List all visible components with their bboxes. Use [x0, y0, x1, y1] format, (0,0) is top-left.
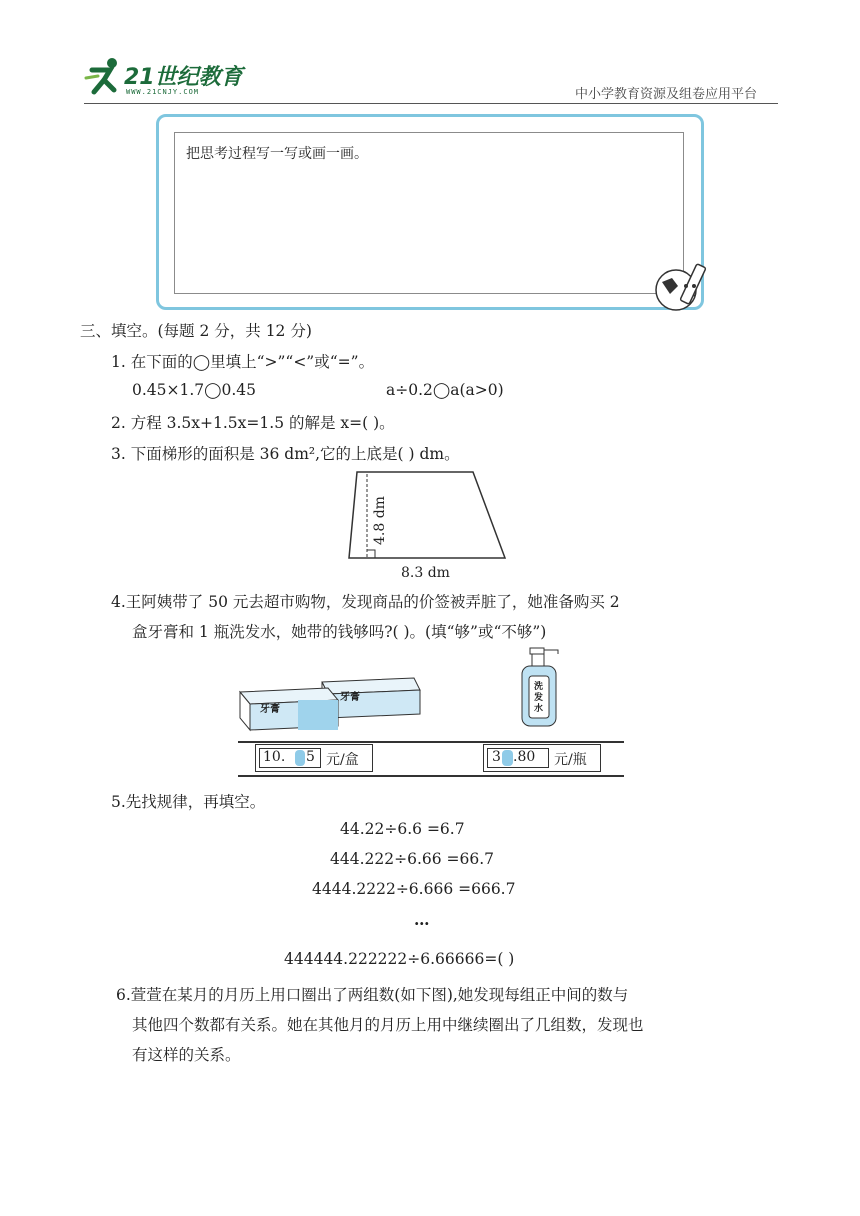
q5-ellipsis: … [414, 910, 430, 929]
pencil-ball-icon [652, 258, 712, 314]
thinking-prompt: 把思考过程写一写或画一画。 [186, 146, 368, 162]
unit-toothpaste: 元/盒 [326, 752, 359, 768]
platform-name: 中小学教育资源及组卷应用平台 [575, 87, 758, 102]
smudge-toothpaste [295, 750, 305, 766]
unit-shampoo: 元/瓶 [554, 752, 587, 768]
q1-expr-a: 0.45×1.7◯0.45 [132, 381, 257, 399]
q6-line2: 其他四个数都有关系。她在其他月的月历上用中继续圈出了几组数，发现也 [132, 1016, 644, 1034]
toothpaste-label-2: 牙膏 [340, 692, 360, 703]
q4-line2: 盒牙膏和 1 瓶洗发水，她带的钱够吗?( )。(填“够”或“不够”) [132, 623, 547, 641]
base-label: 8.3 dm [401, 565, 450, 581]
q5-line3: 4444.2222÷6.666 =666.7 [312, 880, 516, 898]
q2-text: 2. 方程 3.5x+1.5x=1.5 的解是 x=( )。 [111, 414, 395, 432]
smudge-shampoo [502, 750, 513, 766]
q5-line1: 44.22÷6.6 =6.7 [340, 820, 465, 838]
price-tag-toothpaste [255, 744, 373, 772]
q5-title: 5.先找规律，再填空。 [111, 793, 266, 811]
q1-text: 1. 在下面的◯里填上“>”“<”或“=”。 [111, 353, 375, 371]
q1-expr-b: a÷0.2◯a(a>0) [386, 381, 504, 399]
price-shampoo-right: .80 [513, 749, 536, 765]
q5-line4: 444444.222222÷6.66666=( ) [284, 950, 515, 968]
shampoo-label: 洗发水 [534, 682, 544, 714]
price-tag-shampoo [483, 744, 601, 772]
height-label: 4.8 dm [372, 496, 388, 545]
price-toothpaste-right: 5 [306, 749, 315, 765]
q4-line1: 4.王阿姨带了 50 元去超市购物，发现商品的价签被弄脏了，她准备购买 2 [111, 593, 620, 611]
q6-line3: 有这样的关系。 [132, 1046, 241, 1064]
header-divider [84, 103, 778, 104]
q5-line2: 444.222÷6.66 =66.7 [330, 850, 495, 868]
q6-line1: 6.萱萱在某月的月历上用口圈出了两组数(如下图),她发现每组正中间的数与 [116, 986, 629, 1004]
q3-text: 3. 下面梯形的面积是 36 dm²,它的上底是( ) dm。 [111, 445, 460, 463]
price-toothpaste-left: 10. [263, 749, 286, 765]
runner-logo-icon [84, 56, 126, 96]
price-shampoo-left: 3 [492, 749, 501, 765]
right-angle-mark [367, 550, 375, 558]
toothpaste-box-front [240, 688, 338, 730]
section-title: 三、填空。(每题 2 分，共 12 分) [80, 322, 312, 340]
logo-url: WWW.21CNJY.COM [126, 88, 200, 96]
toothpaste-label-1: 牙膏 [260, 704, 280, 715]
trapezoid-figure [345, 470, 515, 562]
logo [84, 56, 254, 100]
logo-text: 21世纪教育 [124, 65, 243, 90]
